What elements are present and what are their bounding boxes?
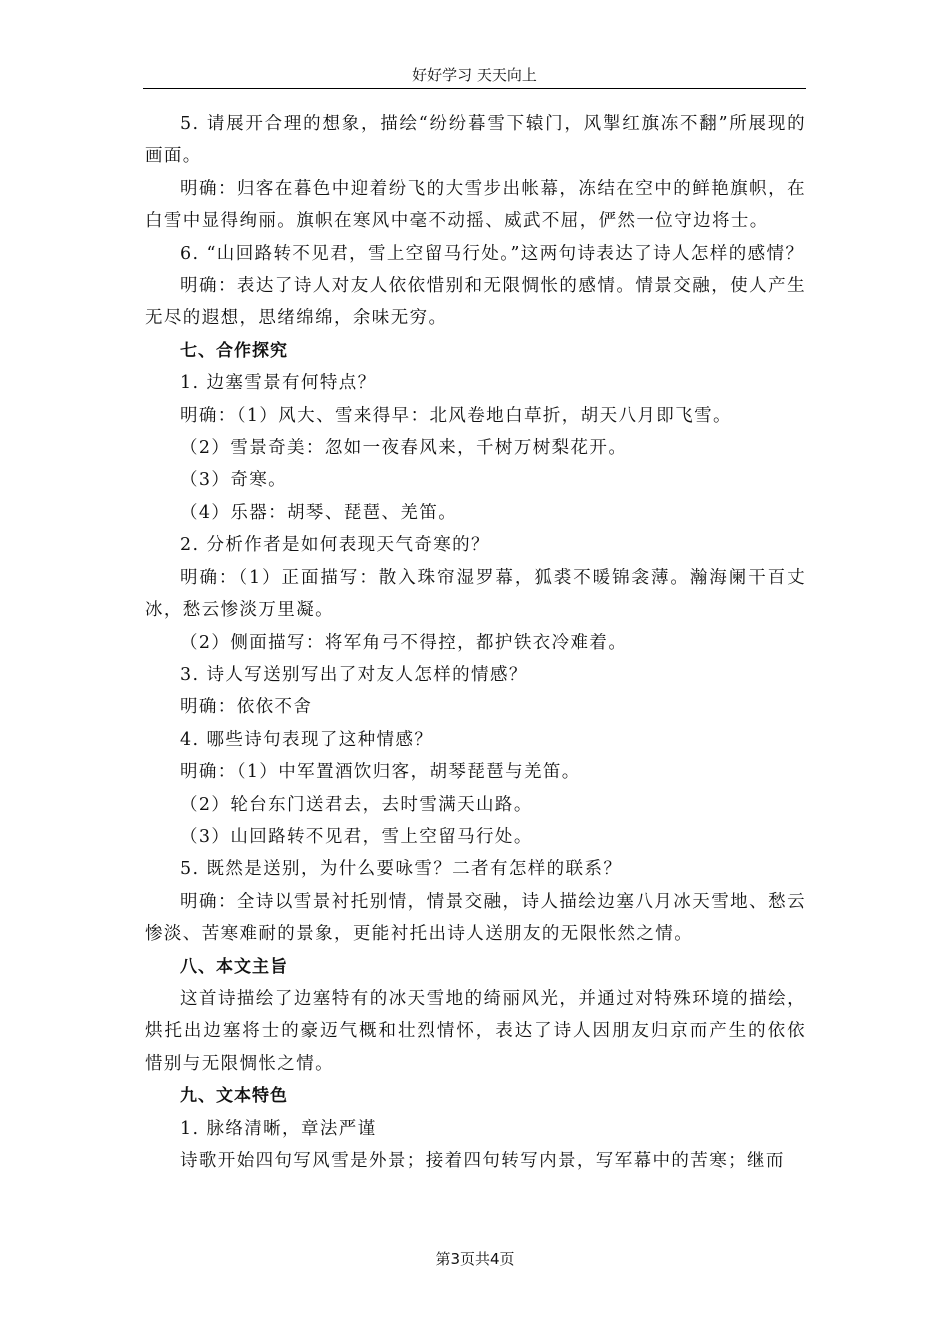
page-header: 好好学习 天天向上 <box>412 66 537 84</box>
theme-paragraph: 这首诗描绘了边塞特有的冰天雪地的绮丽风光，并通过对特殊环境的描绘，烘托出边塞将士的豪迈气概和壮烈情怀，表达了诗人因朋友归京而产生的依依惜别与无限惆怅之情。 <box>145 988 806 1074</box>
answer-7-1-a: 明确：（1）风大、雪来得早：北风卷地白草折，胡天八月即飞雪。 <box>180 405 732 426</box>
feature-1-body: 诗歌开始四句写风雪是外景；接着四句转写内景，写军幕中的苦寒；继而 <box>180 1151 785 1171</box>
feature-1-title: 1. 脉络清晰，章法严谨 <box>180 1118 377 1139</box>
question-7-3: 3. 诗人写送别写出了对友人怎样的情感？ <box>180 664 528 685</box>
answer-7-4-a: 明确：（1）中军置酒饮归客，胡琴琵琶与羌笛。 <box>180 762 581 783</box>
question-7-5: 5. 既然是送别，为什么要咏雪？二者有怎样的联系？ <box>180 859 623 880</box>
answer-7-1-b: （2）雪景奇美：忽如一夜春风来，千树万树梨花开。 <box>180 438 628 459</box>
header-divider <box>143 88 806 89</box>
question-7-2: 2. 分析作者是如何表现天气奇寒的？ <box>180 535 490 556</box>
answer-7-2-a: 明确：（1）正面描写：散入珠帘湿罗幕，狐裘不暖锦衾薄。瀚海阑干百丈冰，愁云惨淡万里凝。 <box>145 567 806 621</box>
section-heading-9: 九、文本特色 <box>180 1086 288 1107</box>
section-heading-8: 八、本文主旨 <box>180 956 288 977</box>
document-body <box>145 108 806 1177</box>
answer-7-4-c: （3）山回路转不见君，雪上空留马行处。 <box>180 826 533 847</box>
question-7-1: 1. 边塞雪景有何特点？ <box>180 373 377 394</box>
question-7-4: 4. 哪些诗句表现了这种情感？ <box>180 729 434 750</box>
section-heading-7: 七、合作探究 <box>180 340 288 361</box>
page-number: 第3页共4页 <box>435 1250 515 1268</box>
question-5: 5. 请展开合理的想象，描绘“纷纷暮雪下辕门，风掣红旗冻不翻”所展现的画面。 <box>145 114 806 167</box>
answer-7-2-b: （2）侧面描写：将军角弓不得控，都护铁衣冷难着。 <box>180 632 628 653</box>
answer-7-5: 明确：全诗以雪景衬托别情，情景交融，诗人描绘边塞八月冰天雪地、愁云惨淡、苦寒难耐的景象，更能衬托出诗人送朋友的无限怅然之情。 <box>145 891 806 945</box>
answer-5: 明确：归客在暮色中迎着纷飞的大雪步出帐幕，冻结在空中的鲜艳旗帜，在白雪中显得绚丽。旗帜在寒风中毫不动摇、威武不屈，俨然一位守边将士。 <box>145 178 806 232</box>
answer-7-3: 明确：依依不舍 <box>180 697 313 718</box>
question-6: 6. “山回路转不见君，雪上空留马行处。”这两句诗表达了诗人怎样的感情？ <box>180 243 805 264</box>
answer-7-1-c: （3）奇寒。 <box>180 470 288 491</box>
answer-6: 明确：表达了诗人对友人依依惜别和无限惆怅的感情。情景交融，使人产生无尽的遐想，思绪绵绵，余味无穷。 <box>145 276 806 329</box>
answer-7-1-d: （4）乐器：胡琴、琵琶、羌笛。 <box>180 502 458 523</box>
answer-7-4-b: （2）轮台东门送君去，去时雪满天山路。 <box>180 794 533 815</box>
